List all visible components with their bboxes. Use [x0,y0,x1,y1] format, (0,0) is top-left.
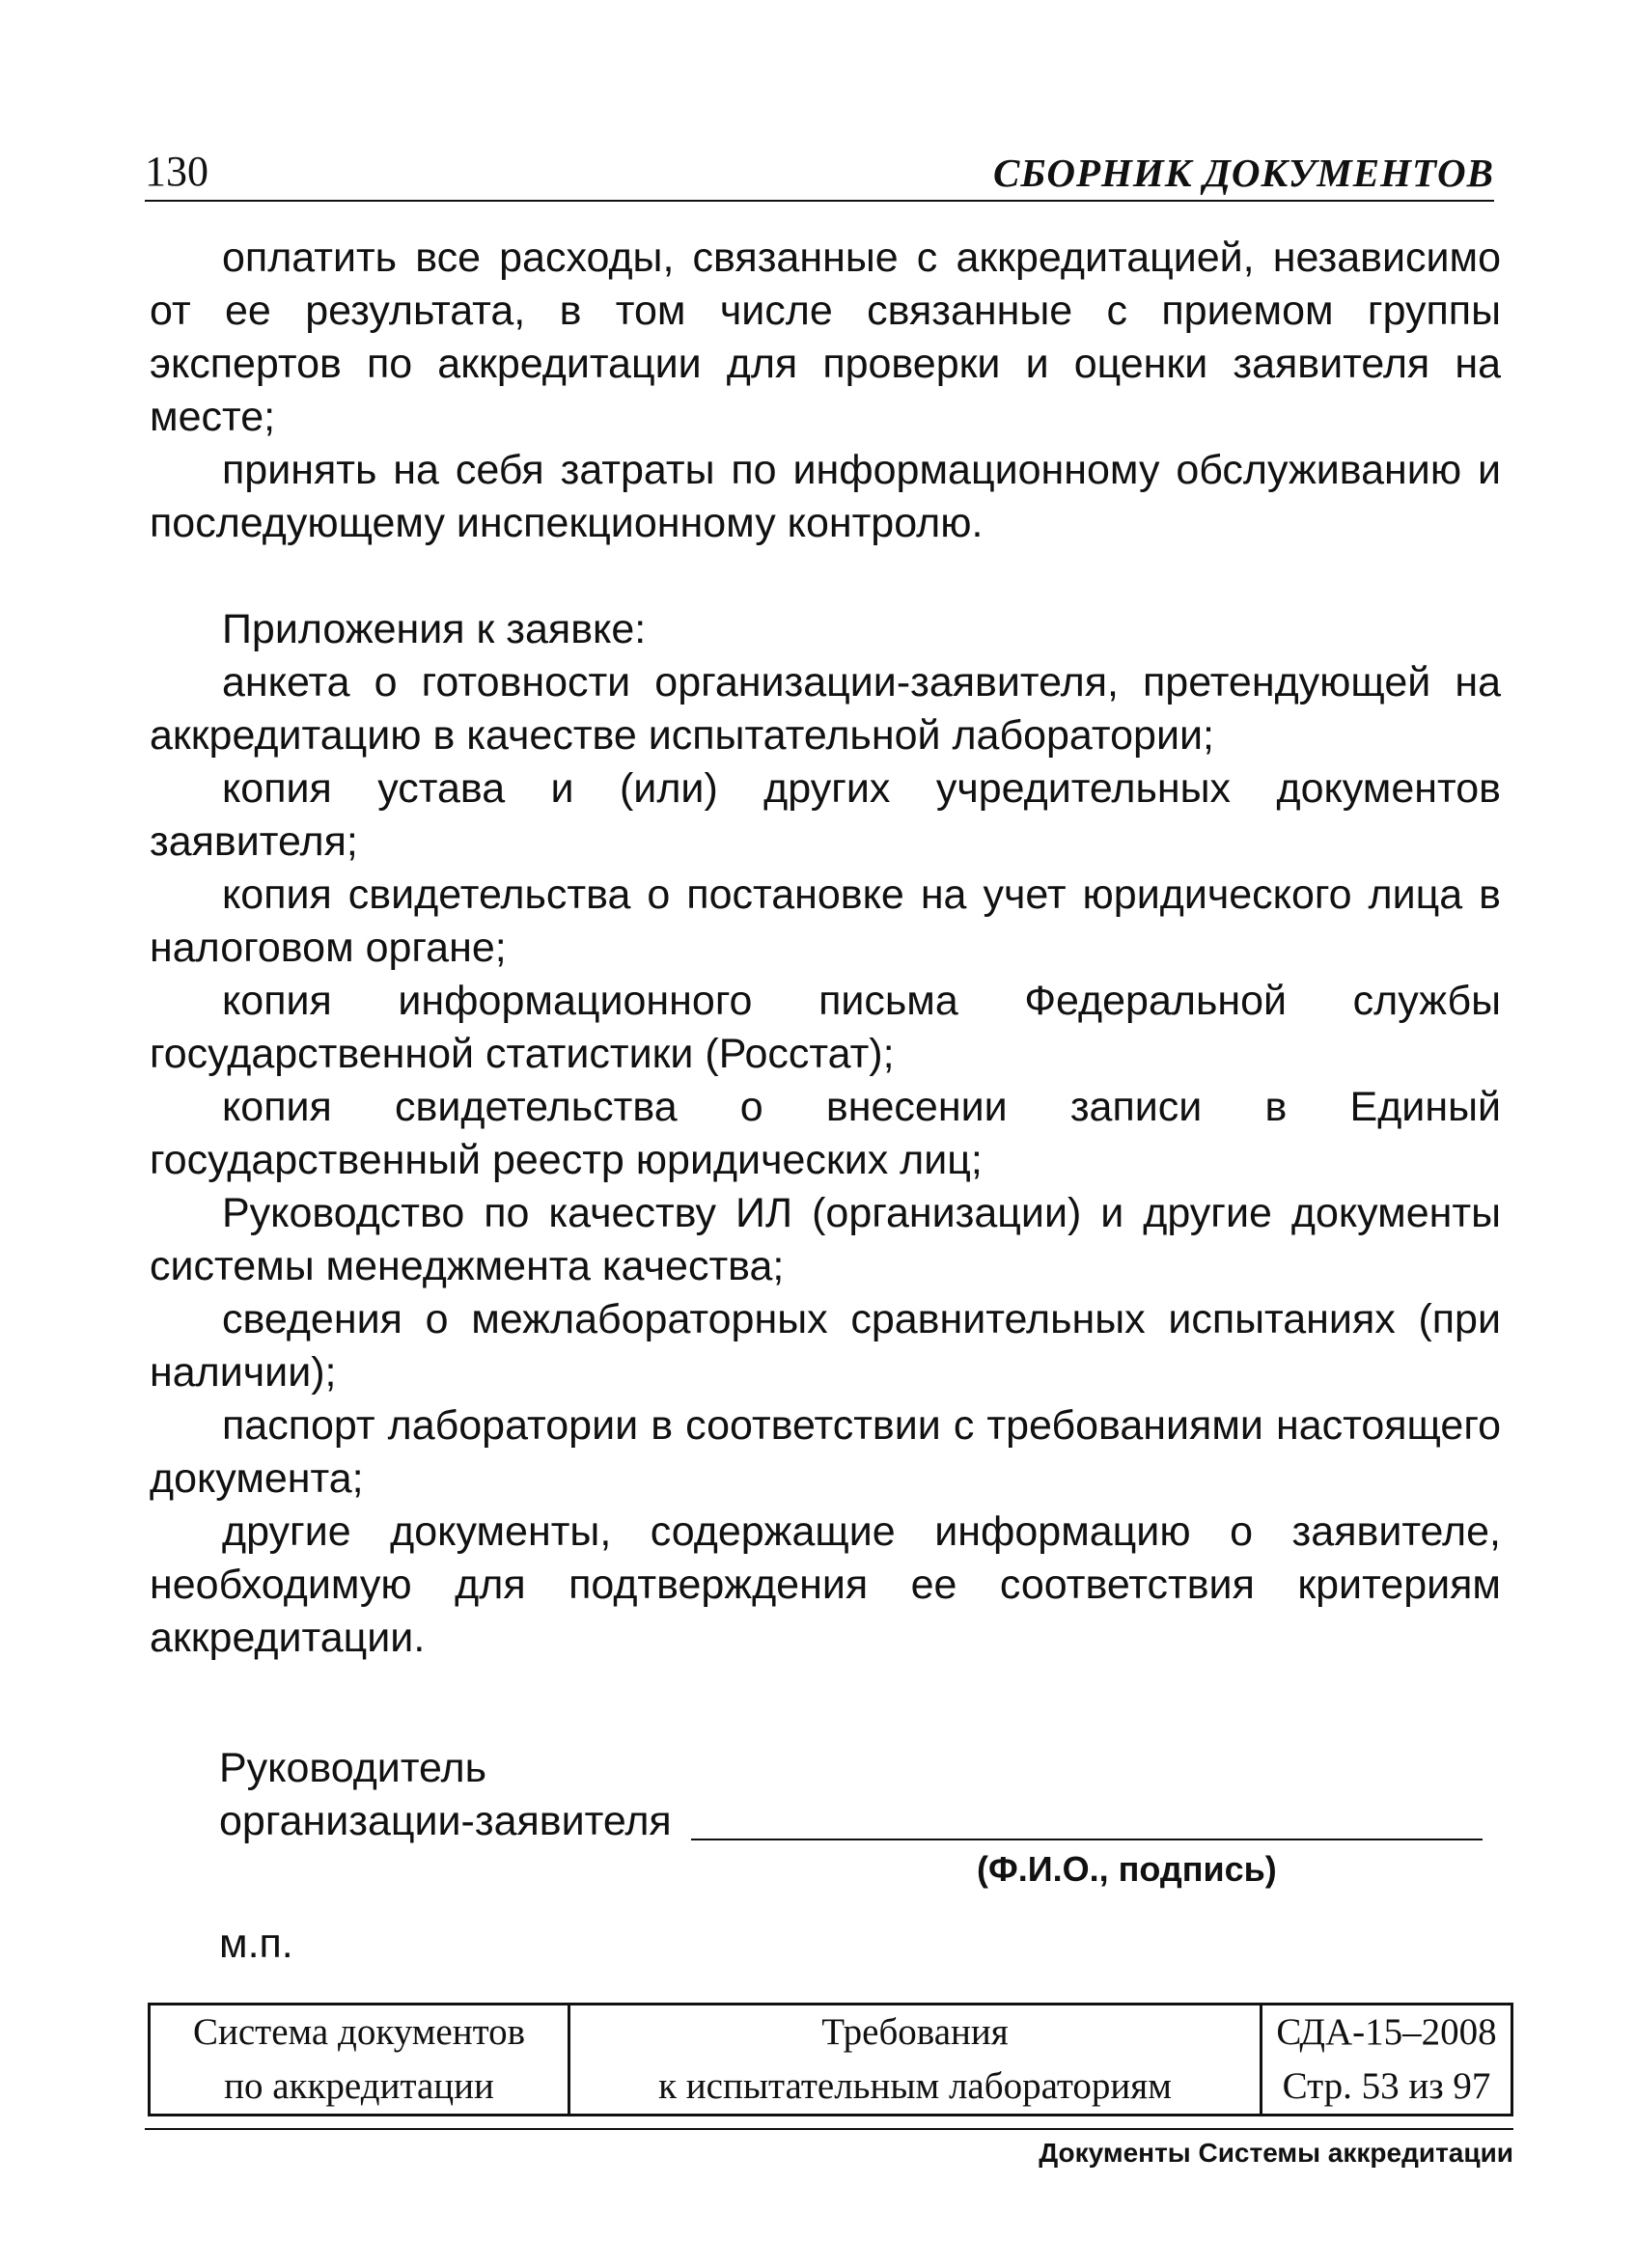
signature-title-line1: Руководитель [219,1745,487,1791]
seal-mark: м.п. [219,1921,293,1967]
table-cell: СДА-15–2008 [1262,2005,1512,2061]
table-row [150,2060,1512,2116]
attachment-item: Руководство по качеству ИЛ (организации) и другие документы системы менеджмента качества; [150,1190,1501,1289]
attachment-item: анкета о готовности организации-заявителя, претендующей на аккредитацию в качестве испытательной лаборатории; [150,659,1501,759]
attachment-item: паспорт лаборатории в соответствии с требованиями настоящего документа; [150,1402,1501,1502]
attachments-heading: Приложения к заявке: [222,606,647,652]
document-body [150,232,1501,1665]
signature-row [219,1795,1512,1848]
attachment-item: другие документы, содержащие информацию о заявителе, необходимую для подтверждения ее соответствия критериям аккредитации. [150,1508,1501,1661]
paragraph: принять на себя затраты по информационному обслуживанию и последующему инспекционному контролю. [150,447,1501,546]
signature-line [691,1839,1483,1840]
signature-block [219,1742,1512,1971]
attachment-item: копия информационного письма Федеральной службы государственной статистики (Росстат); [150,978,1501,1077]
paragraph: оплатить все расходы, связанные с аккредитацией, независимо от ее результата, в том числе связанные с приемом группы экспертов по аккредитации для проверки и оценки заявителя на месте; [150,235,1501,440]
table-cell: Требования [569,2005,1262,2061]
footer-rule [145,2128,1513,2130]
document-info-table [148,2003,1513,2116]
page-number: 130 [145,148,208,195]
attachment-item: копия устава и (или) других учредительных документов заявителя; [150,765,1501,865]
table-cell: Система документов [150,2005,569,2061]
page-header [145,150,1494,202]
attachment-item: копия свидетельства о постановке на учет юридического лица в налоговом органе; [150,871,1501,971]
signature-caption: (Ф.И.О., подпись) [977,1849,1277,1889]
footer-caption: Документы Системы аккредитации [1039,2138,1513,2168]
attachment-item: копия свидетельства о внесении записи в Единый государственный реестр юридических лиц; [150,1084,1501,1183]
table-row [150,2005,1512,2061]
signature-title-line2: организации-заявителя [219,1798,672,1844]
attachment-item: сведения о межлабораторных сравнительных испытаниях (при наличии); [150,1296,1501,1396]
table-cell: к испытательным лабораториям [569,2060,1262,2116]
paragraph-gap [150,550,1501,603]
table-cell: по аккредитации [150,2060,569,2116]
table-cell: Стр. 53 из 97 [1262,2060,1512,2116]
collection-title: СБОРНИК ДОКУМЕНТОВ [993,151,1494,195]
